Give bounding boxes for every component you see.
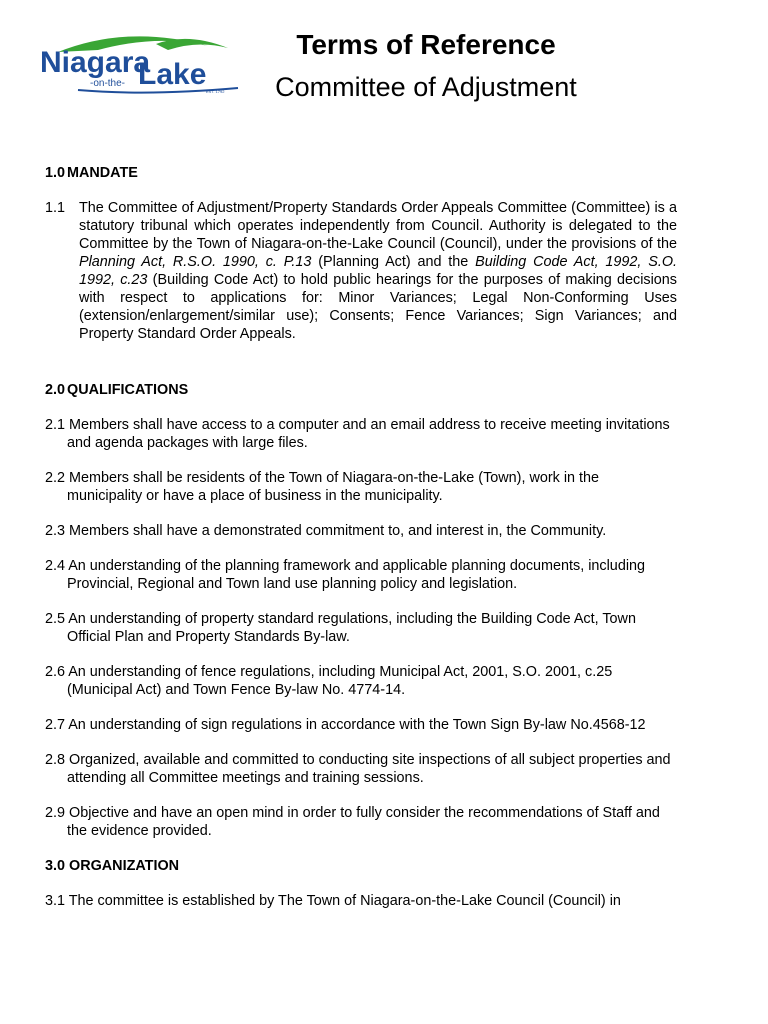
planning-act-citation: Planning Act, R.S.O. 1990, c. P.13 (79, 254, 312, 270)
section-heading-organization: 3.0 ORGANIZATION (45, 858, 180, 874)
qualification-item: 2.2 Members shall be residents of the Town of Niagara-on-the-Lake (Town), work in the municipality or have a place of business in the municipality. (45, 470, 600, 504)
document-body (45, 164, 677, 910)
logo-word-niagara: Niagara (40, 46, 151, 79)
paragraph-1-1 (45, 199, 677, 343)
paragraph-text: The Committee of Adjustment/Property Standards Order Appeals Committee (Committee) is a statutory tribunal which operates independently from Council. Authority is delegated to the Committee by the Town of Niagara-on-the-Lake Council (Council), under the provisions of the Planning Act, R.S.O. 1990, c. P.13 (Planning Act) and the Building Code Act, 1992, S.O. 1992, c.23 (Building Code Act) to hold public hearings for the purposes of making decisions with respect to applications for: Minor Variances; Legal Non-Conforming Uses (extension/enlargement/similar use); Consents; Fence Variances; Sign Variances; and Property Standard Order Appeals. (79, 200, 678, 342)
town-logo (38, 30, 248, 96)
qualification-item: 2.4 An understanding of the planning framework and applicable planning documents, including Provincial, Regional and Town land use planning policy and legislation. (45, 558, 646, 592)
section-title: QUALIFICATIONS (67, 382, 189, 398)
logo-word-lake: Lake (138, 58, 207, 91)
organization-item: 3.1 The committee is established by The Town of Niagara-on-the-Lake Council (Council) in (45, 893, 621, 909)
qualification-item: 2.3 Members shall have a demonstrated commitment to, and interest in, the Community. (45, 523, 607, 539)
qualification-item: 2.7 An understanding of sign regulations in accordance with the Town Sign By-law No.4568-12 (45, 717, 646, 733)
section-number: 1.0 (45, 165, 66, 181)
niagara-on-the-lake-logo (38, 30, 248, 96)
qualification-item: 2.9 Objective and have an open mind in order to fully consider the recommendations of Staff and the evidence provided. (45, 805, 660, 839)
paragraph-number: 1.1 (45, 200, 66, 216)
logo-tagline: -on-the- (90, 78, 126, 89)
building-code-act-citation: Building Code Act, 1992, S.O. 1992, c.23 (79, 254, 678, 288)
qualification-item: 2.6 An understanding of fence regulations, including Municipal Act, 2001, S.O. 2001, c.25 (Municipal Act) and Town Fence By-law No. 4774-14. (45, 664, 613, 698)
section-heading-qualifications (45, 381, 677, 399)
document-subtitle: Committee of Adjustment (275, 72, 577, 102)
section-number: 2.0 (45, 382, 66, 398)
document-title: Terms of Reference (296, 29, 556, 60)
logo-established: EST. 1792 (206, 89, 225, 94)
qualification-item: 2.1 Members shall have access to a computer and an email address to receive meeting invitations and agenda packages with large files. (45, 417, 670, 451)
qualification-item: 2.8 Organized, available and committed to conducting site inspections of all subject properties and attending all Committee meetings and training sessions. (45, 752, 671, 786)
section-heading-mandate (45, 164, 677, 182)
qualification-item: 2.5 An understanding of property standard regulations, including the Building Code Act, Town Official Plan and Property Standards By-law. (45, 611, 636, 645)
section-title: MANDATE (67, 165, 138, 181)
